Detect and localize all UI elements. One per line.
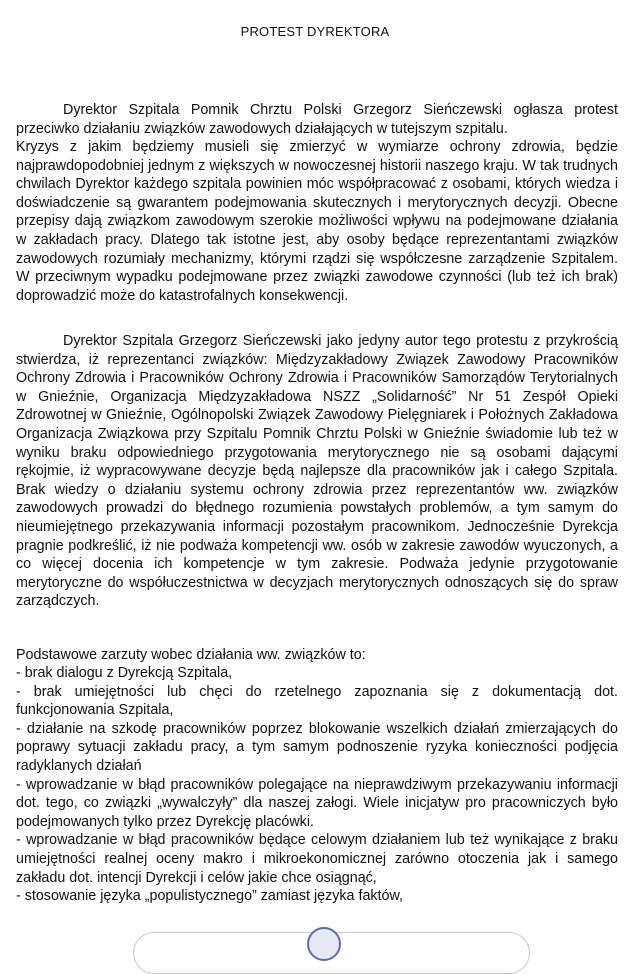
- list-item: - wprowadzanie w błąd pracowników będące celowym działaniem lub też wynikające z braku umiejętności realnej oceny makro i mikroekonomicznej zarówno otoczenia jak i samego zakładu dot. intencji Dyrekcji i celów jakie chce osiągnąć,: [16, 832, 618, 886]
- paragraph-unions: Dyrektor Szpitala Grzegorz Sieńczewski jako jedyny autor tego protestu z przykrością stwierdza, iż reprezentanci związków: Międzyzakładowy Związek Zawodowy Pracowników Ochrony Zdrowia i Pracowników Ochrony Zdrowia i Pracowników Samorządów Terytorialnych w Gnieźnie, Organizacja Międzyzakładowa NSZZ „Solidarność” Nr 51 Zespół Opieki Zdrowotnej w Gnieźnie, Ogólnopolski Związek Zawodowy Pielęgniarek i Położnych Zakładowa Organizacja Związkowa przy Szpitalu Pomnik Chrztu Polski w Gnieźnie świadomie lub też w wyniku braku odpowiedniego przygotowania merytorycznego nie są osobami dającymi rękojmie, iż wypracowywane decyzje będą najlepsze dla pracowników jak i całego Szpitala. Brak wiedzy o działaniu systemu ochrony zdrowia przez reprezentantów ww. związków zawodowych prowadzi do błędnego rozumienia powstałych problemów, a tym samym do nieumiejętnego przekazywania informacji pozostałym pracownikom. Jednocześnie Dyrekcja pragnie podkreślić, iż nie podważa kompetencji ww. osób w zakresie zawodów wyuczonych, a co więcej docenia ich kompetencje w tym zakresie. Podważa jedynie przygotowanie merytoryczne do współuczestnictwa w decyzjach merytorycznych odnoszących się do spraw zarządczych.: [16, 333, 618, 610]
- list-item: - wprowadzanie w błąd pracowników polegające na nieprawdziwym przekazywaniu informacji dot. tego, co związki „wywalczyły” dla naszej załogi. Wiele inicjatyw pro pracowniczych było podejmowanych tylko przez Dyrekcję placówki.: [16, 776, 618, 830]
- list-item: - brak dialogu z Dyrekcją Szpitala,: [16, 665, 233, 681]
- paragraph-charges-heading: Podstawowe zarzuty wobec działania ww. związków to:: [16, 647, 366, 663]
- paragraph-crisis: Kryzys z jakim będziemy musieli się zmierzyć w wymiarze ochrony zdrowia, będzie najprawdopodobniej jednym z większych w nowoczesnej historii naszego kraju. W tak trudnych chwilach Dyrektor każdego szpitala powinien móc współpracować z osobami, których wiedza i doświadczenie są gwarantem podejmowania skutecznych i merytorycznych decyzji. Obecne przepisy dają związkom zawodowym szerokie możliwości wpływu na podejmowane działania w zakładach pracy. Dlatego tak istotne jest, aby osoby będące reprezentantami związków zawodowych rozumiały mechanizmy, którymi rządzi się współczesne zarządzenie Szpitalem. W przeciwnym wypadku podejmowane przez związki zawodowe czynności (lub też ich brak) doprowadzić może do katastrofalnych konsekwencji.: [16, 139, 618, 304]
- paragraph-intro: Dyrektor Szpitala Pomnik Chrztu Polski Grzegorz Sieńczewski ogłasza protest przeciwko działaniu związków zawodowych działających w tutejszym szpitalu.: [16, 102, 618, 137]
- footer-logo-icon: [307, 927, 341, 961]
- document-title: PROTEST DYREKTORA: [240, 24, 390, 39]
- list-item: - stosowanie języka „populistycznego” zamiast języka faktów,: [16, 888, 403, 905]
- list-item: - działanie na szkodę pracowników poprzez blokowanie wszelkich działań zmierzających do poprawy sytuacji zakładu pracy, a tym samym podnoszenie ryzyka konieczności podjęcia radyklanych działań: [16, 720, 618, 774]
- charges-list: [16, 664, 618, 906]
- list-item: - brak umiejętności lub chęci do rzetelnego zapoznania się z dokumentacją dot. funkcjonowania Szpitala,: [16, 683, 618, 719]
